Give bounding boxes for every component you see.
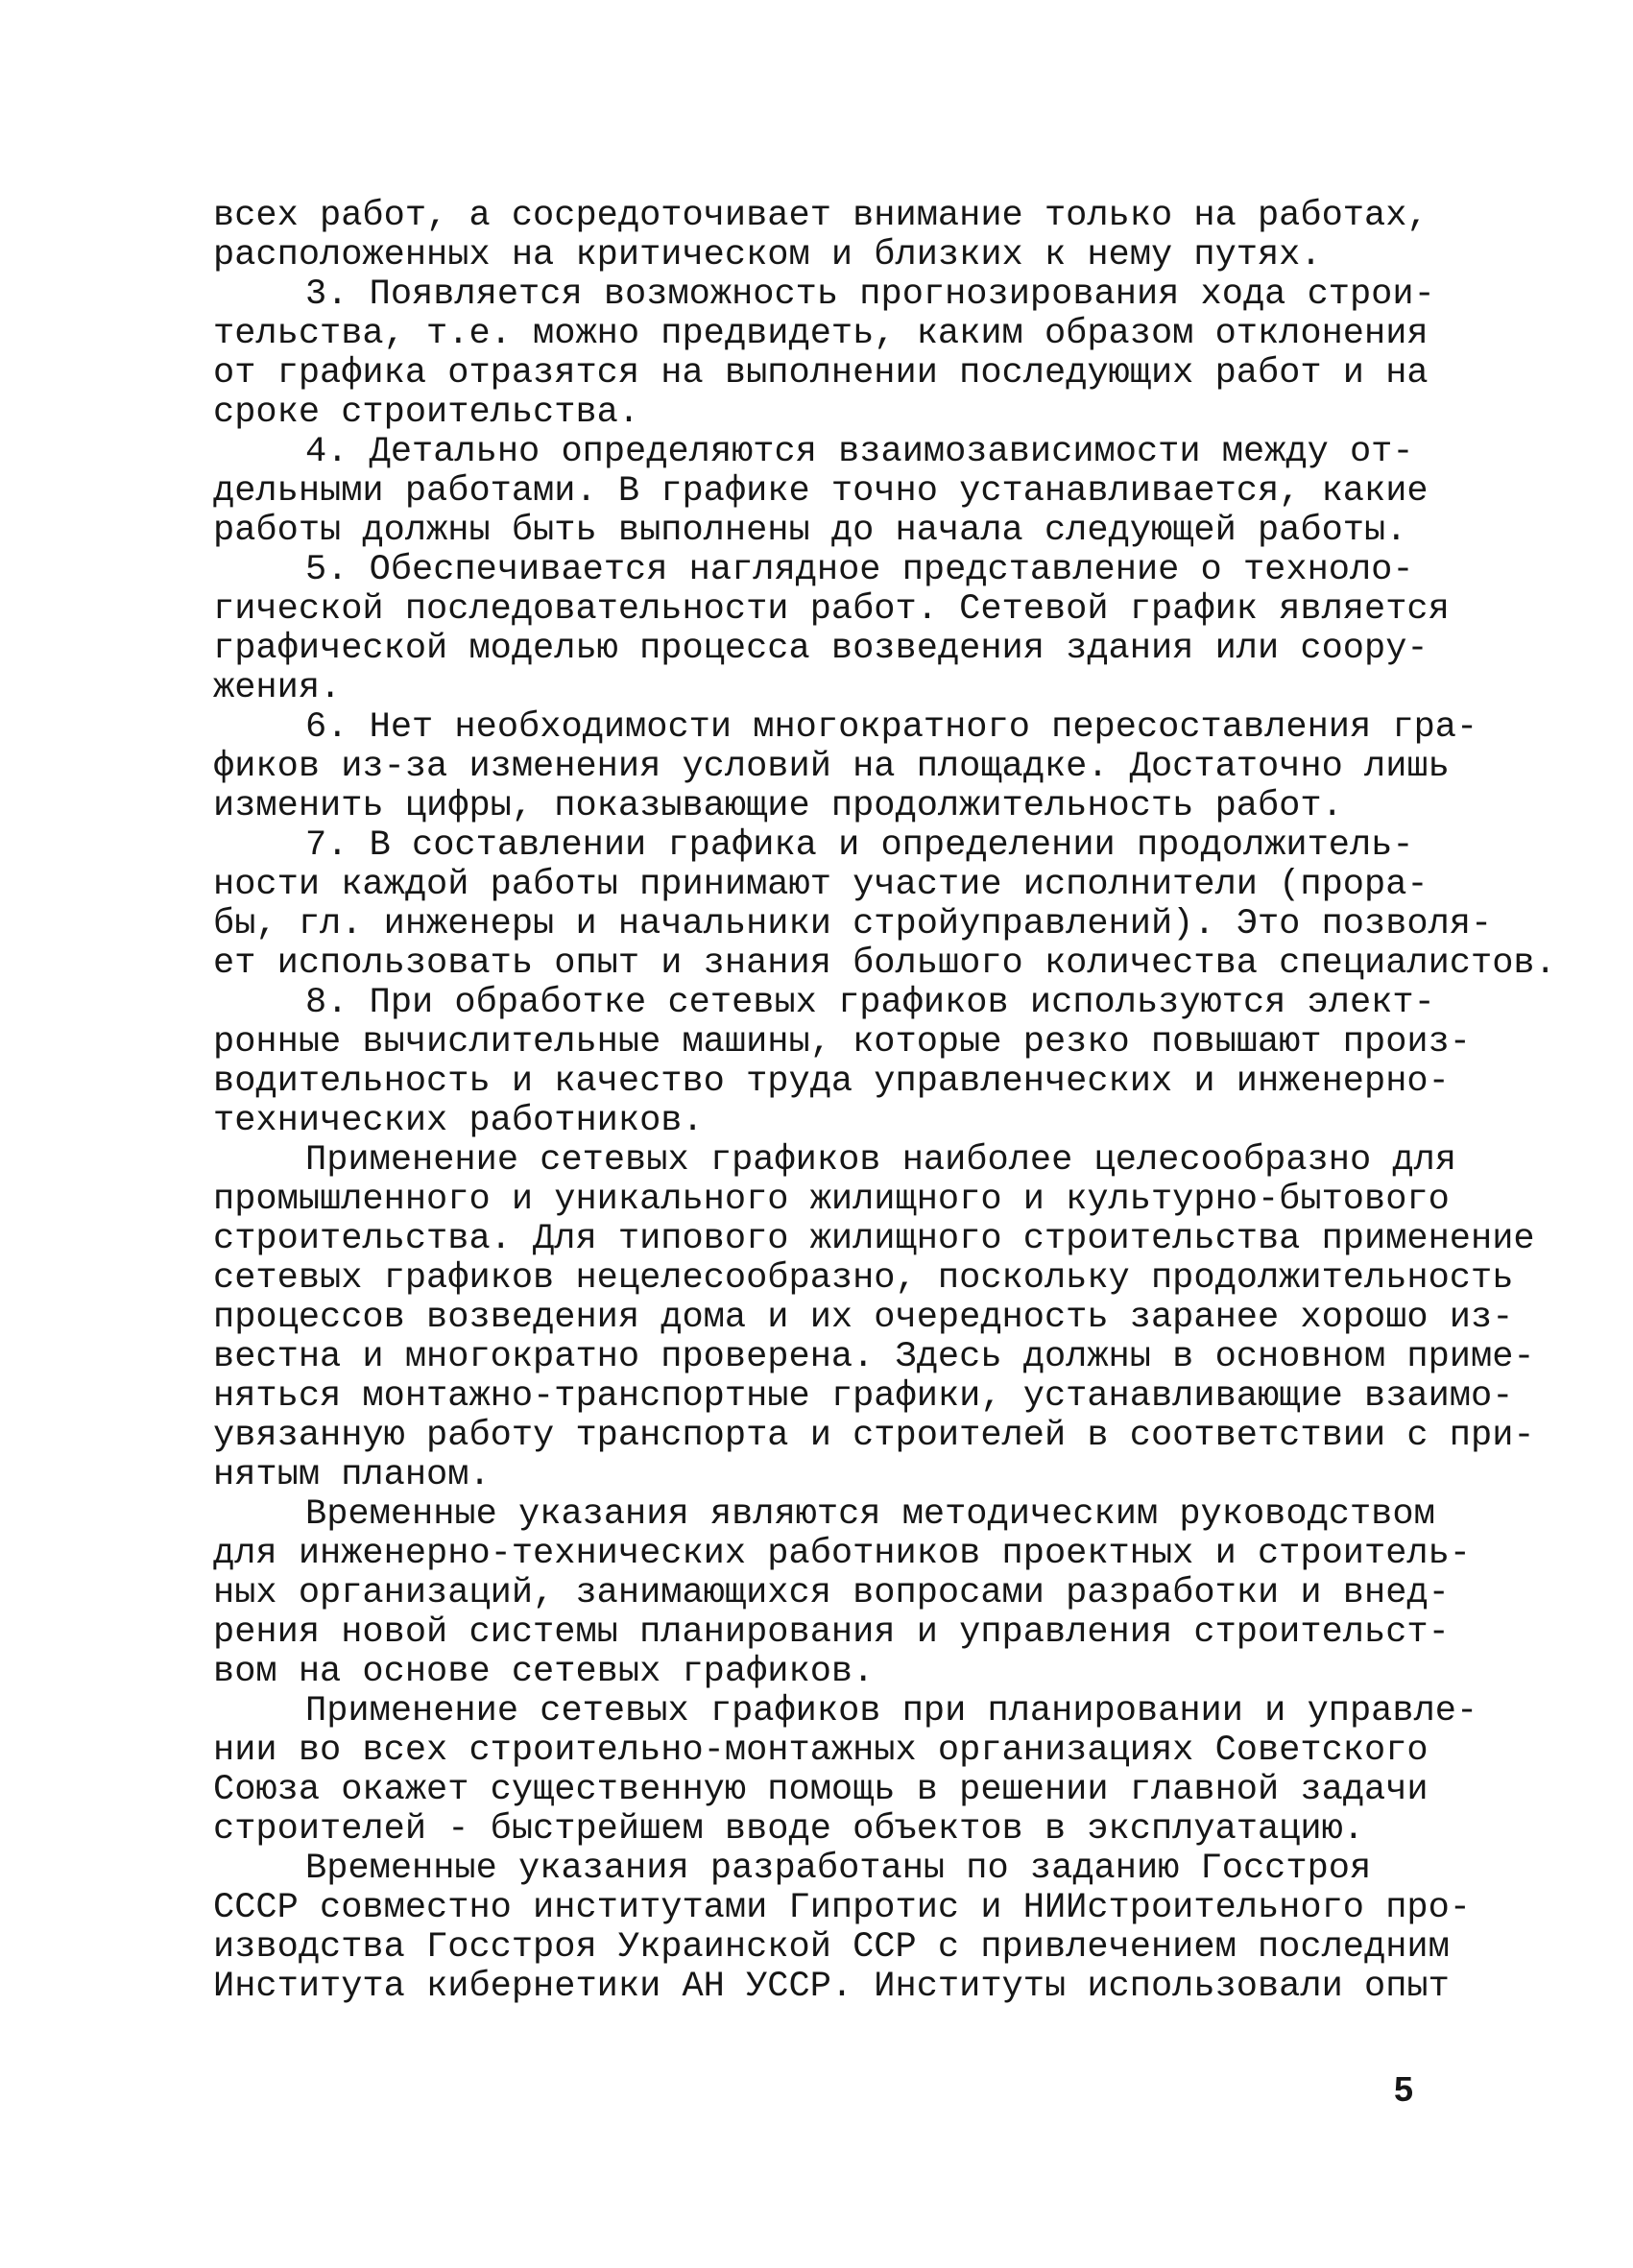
text-line: гической последовательности работ. Сетевой график является [213, 589, 1450, 630]
text-line: тельства, т.е. можно предвидеть, каким образом отклонения [213, 314, 1429, 354]
text-line: нии во всех строительно-монтажных организациях Советского [213, 1731, 1429, 1771]
text-line: Союза окажет существенную помощь в решении главной задачи [213, 1770, 1429, 1810]
text-line: расположенных на критическом и близких к нему путях. [213, 235, 1322, 275]
text-line: водительность и качество труда управленческих и инженерно- [213, 1062, 1450, 1102]
text-line: 3. Появляется возможность прогнозирования хода строи- [305, 275, 1435, 315]
text-line: изводства Госстроя Украинской ССР с привлечением последним [213, 1927, 1450, 1968]
text-line: промышленного и уникального жилищного и культурно-бытового [213, 1180, 1450, 1220]
text-line: рения новой системы планирования и управления строительст- [213, 1612, 1450, 1653]
text-line: Института кибернетики АН УССР. Институты использовали опыт [213, 1967, 1450, 2007]
text-line: 7. В составлении графика и определении продолжитель- [305, 825, 1414, 866]
text-line: вестна и многократно проверена. Здесь должны в основном приме- [213, 1337, 1535, 1377]
text-line: сроке строительства. [213, 393, 640, 433]
text-line: Временные указания разработаны по заданию Госстроя [305, 1849, 1372, 1889]
text-line: от графика отразятся на выполнении последующих работ и на [213, 353, 1429, 394]
text-line: ет использовать опыт и знания большого количества специалистов. [213, 943, 1556, 984]
text-line: жения. [213, 668, 342, 708]
text-line: для инженерно-технических работников проектных и строитель- [213, 1534, 1472, 1574]
text-line: строителей - быстрейшем вводе объектов в эксплуатацию. [213, 1809, 1364, 1850]
text-line: няться монтажно-транспортные графики, устанавливающие взаимо- [213, 1376, 1514, 1417]
body-text [213, 196, 1556, 2007]
text-line: нятым планом. [213, 1455, 491, 1495]
text-line: 5. Обеспечивается наглядное представление о техноло- [305, 550, 1414, 590]
text-line: Применение сетевых графиков при планировании и управле- [305, 1691, 1478, 1731]
text-line: ных организаций, занимающихся вопросами разработки и внед- [213, 1573, 1450, 1613]
text-line: Временные указания являются методическим руководством [305, 1494, 1435, 1535]
text-line: ронные вычислительные машины, которые резко повышают произ- [213, 1022, 1472, 1062]
text-line: дельными работами. В графике точно устанавливается, какие [213, 471, 1429, 512]
text-line: Применение сетевых графиков наиболее целесообразно для [305, 1140, 1456, 1181]
text-line: работы должны быть выполнены до начала следующей работы. [213, 511, 1407, 551]
text-line: изменить цифры, показывающие продолжительность работ. [213, 786, 1343, 826]
text-line: строительства. Для типового жилищного строительства применение [213, 1219, 1535, 1259]
text-line: ности каждой работы принимают участие исполнители (прора- [213, 865, 1429, 905]
text-line: процессов возведения дома и их очередность заранее хорошо из- [213, 1298, 1514, 1338]
text-line: фиков из-за изменения условий на площадке. Достаточно лишь [213, 747, 1450, 787]
text-line: увязанную работу транспорта и строителей в соответствии с при- [213, 1416, 1535, 1456]
text-line: СССР совместно институтами Гипротис и НИИстроительного про- [213, 1888, 1472, 1928]
text-line: всех работ, а сосредоточивает внимание только на работах, [213, 196, 1429, 236]
text-line: вом на основе сетевых графиков. [213, 1652, 875, 1692]
text-line: 6. Нет необходимости многократного пересоставления гра- [305, 707, 1478, 748]
text-line: технических работников. [213, 1101, 704, 1141]
text-line: 8. При обработке сетевых графиков используются элект- [305, 983, 1435, 1023]
text-line: бы, гл. инженеры и начальники стройуправлений). Это позволя- [213, 904, 1493, 944]
text-line: графической моделью процесса возведения здания или соору- [213, 629, 1429, 669]
page-number: 5 [1394, 2069, 1414, 2109]
text-line: 4. Детально определяются взаимозависимости между от- [305, 432, 1414, 472]
text-line: сетевых графиков нецелесообразно, поскольку продолжительность [213, 1258, 1514, 1299]
